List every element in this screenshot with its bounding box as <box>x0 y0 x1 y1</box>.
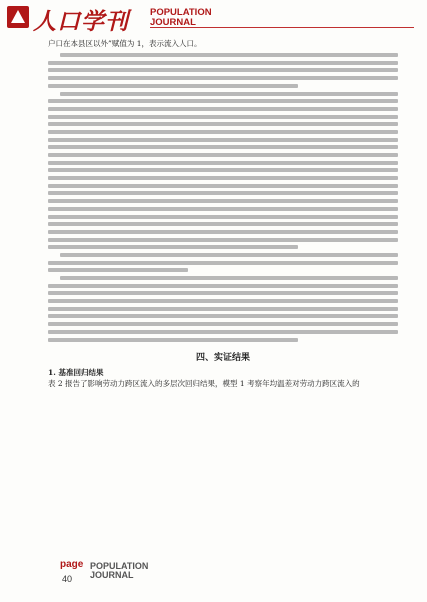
subsection-title: 1. 基准回归结果 <box>48 367 104 377</box>
journal-header <box>0 0 427 34</box>
paragraph-line: 表 2 报告了影响劳动力跨区流入的多层次回归结果，模型 1 考察年均温差对劳动力跨区流入的 <box>48 378 360 388</box>
footer-journal-name: POPULATION JOURNAL <box>90 561 149 580</box>
footer-page-number: 40 <box>62 574 73 584</box>
footer-page-label: page <box>60 559 84 570</box>
journal-title-en: POPULATION JOURNAL <box>150 7 212 28</box>
section-title: 四、实证结果 <box>195 352 250 363</box>
paragraph-line: 户口在本县区以外”赋值为 1，表示流入人口。 <box>48 39 202 48</box>
article-body <box>48 38 398 389</box>
paragraph-block <box>48 53 398 341</box>
page-footer <box>60 557 260 597</box>
header-rule <box>150 27 414 28</box>
journal-logo-icon <box>6 5 30 29</box>
journal-title-cn: 人口学刊 <box>33 8 129 35</box>
